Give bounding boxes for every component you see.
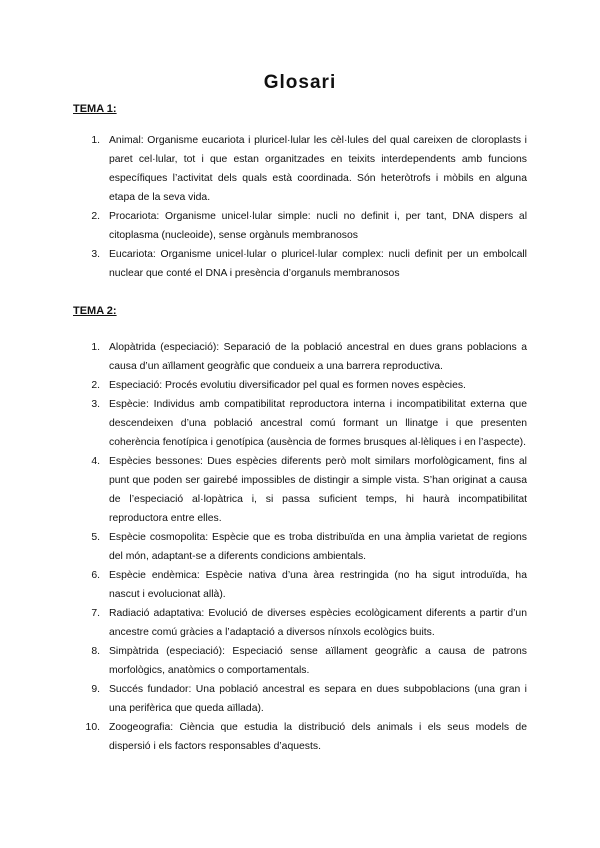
list-item-text: Succés fundador: Una població ancestral es separa en dues subpoblacions (una gran i una perifèrica que queda aïllada). bbox=[109, 684, 527, 714]
list-item-text: Alopàtrida (especiació): Separació de la població ancestral en dues grans poblacions a causa d’un aïllament geogràfic que condueix a una barrera reproductiva. bbox=[109, 342, 527, 372]
section-heading-tema-2: TEMA 2: bbox=[73, 305, 117, 317]
list-item-number: 3. bbox=[91, 399, 100, 410]
list-item-number: 2. bbox=[91, 380, 100, 391]
list-item bbox=[73, 376, 527, 395]
list-item-text: Especiació: Procés evolutiu diversificador pel qual es formen noves espècies. bbox=[109, 380, 466, 391]
list-item bbox=[73, 642, 527, 680]
section-heading-tema-1: TEMA 1: bbox=[73, 103, 117, 115]
list-item-number: 3. bbox=[91, 249, 100, 260]
glossary-list-tema-2 bbox=[73, 338, 527, 756]
list-item bbox=[73, 395, 527, 452]
list-item-text: Eucariota: Organisme unicel·lular o pluricel·lular complex: nucli definit per un embolcall nuclear que conté el DNA i presència d’organuls membranosos bbox=[109, 249, 527, 279]
list-item-number: 5. bbox=[91, 532, 100, 543]
list-item-number: 2. bbox=[91, 211, 100, 222]
list-item bbox=[73, 528, 527, 566]
list-item bbox=[73, 207, 527, 245]
list-item-text: Animal: Organisme eucariota i pluricel·lular les cèl·lules del qual careixen de cloroplasts i paret cel·lular, tot i que estan organitzades en teixits interdependents amb funcions específiques l’activitat dels quals està coordinada. Són heteròtrofs i mòbils en alguna etapa de la seva vida. bbox=[109, 135, 527, 203]
list-item-text: Espècie cosmopolita: Espècie que es troba distribuïda en una àmplia varietat de regions del món, adaptant-se a diferents condicions ambientals. bbox=[109, 532, 527, 562]
list-item-text: Espècie endèmica: Espècie nativa d’una àrea restringida (no ha sigut introduïda, ha nascut i evolucionat allà). bbox=[109, 570, 527, 600]
list-item-text: Espècies bessones: Dues espècies diferents però molt similars morfològicament, fins al punt que poden ser gairebé impossibles de distingir a simple vista. S’han originat a causa de l’especiació al·lopàtrica i, si passa suficient temps, hi haurà incompatibilitat reproductora entre elles. bbox=[109, 456, 527, 524]
list-item-text: Procariota: Organisme unicel·lular simple: nucli no definit i, per tant, DNA dispers al citoplasma (nucleoide), sense orgànuls membranosos bbox=[109, 211, 527, 241]
list-item-number: 4. bbox=[91, 456, 100, 467]
list-item bbox=[73, 566, 527, 604]
list-item bbox=[73, 245, 527, 283]
list-item-text: Zoogeografia: Ciència que estudia la distribució dels animals i els seus models de dispersió i els factors responsables d’aquests. bbox=[109, 722, 527, 752]
list-item bbox=[73, 604, 527, 642]
list-item-text: Radiació adaptativa: Evolució de diverses espècies ecològicament diferents a partir d’un ancestre comú gràcies a l’adaptació a diversos nínxols ecològics buits. bbox=[109, 608, 527, 638]
list-item-number: 8. bbox=[91, 646, 100, 657]
page-title: Glosari bbox=[263, 72, 337, 93]
list-item bbox=[73, 338, 527, 376]
list-item-number: 6. bbox=[91, 570, 100, 581]
list-item-number: 1. bbox=[91, 135, 100, 146]
glossary-list-tema-1 bbox=[73, 131, 527, 283]
list-item bbox=[73, 680, 527, 718]
list-item bbox=[73, 131, 527, 207]
list-item-number: 9. bbox=[91, 684, 100, 695]
list-item-number: 10. bbox=[85, 722, 100, 733]
list-item-text: Simpàtrida (especiació): Especiació sense aïllament geogràfic a causa de patrons morfològics, anatòmics o comportamentals. bbox=[109, 646, 527, 676]
list-item-text: Espècie: Individus amb compatibilitat reproductora interna i incompatibilitat externa que descendeixen d’una població ancestral comú formant un llinatge i que presenten coherència fenotípica i genotípica (ausència de formes brusques al·lèliques i en l’aspecte). bbox=[109, 399, 527, 448]
list-item bbox=[73, 718, 527, 756]
list-item bbox=[73, 452, 527, 528]
list-item-number: 7. bbox=[91, 608, 100, 619]
list-item-number: 1. bbox=[91, 342, 100, 353]
